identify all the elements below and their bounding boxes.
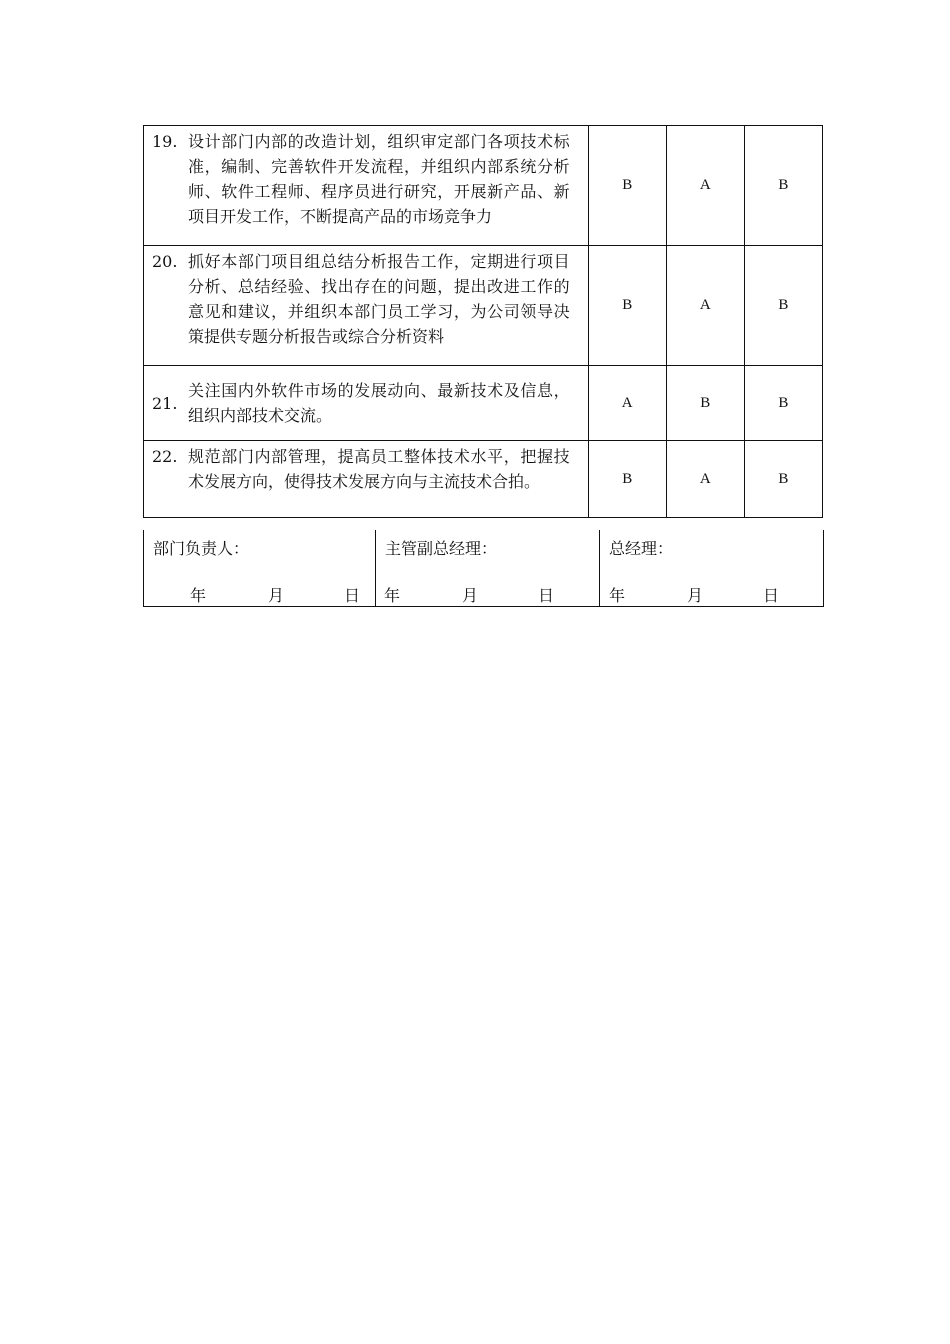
month-label: 月 bbox=[462, 586, 479, 605]
day-label: 日 bbox=[344, 586, 361, 605]
duty-table bbox=[143, 125, 823, 518]
rating-cell: B bbox=[588, 441, 666, 518]
day-label: 日 bbox=[538, 586, 555, 605]
rating-cell: A bbox=[666, 126, 744, 246]
table-row bbox=[144, 441, 823, 518]
month-label: 月 bbox=[268, 586, 285, 605]
deputy-gm-signature-cell[interactable] bbox=[376, 530, 600, 607]
item-number: 20. bbox=[152, 252, 178, 271]
duty-description-cell bbox=[144, 126, 589, 246]
item-number: 22. bbox=[152, 447, 178, 466]
signature-date bbox=[376, 583, 599, 605]
year-label: 年 bbox=[384, 586, 401, 605]
department-head-label: 部门负责人： bbox=[153, 539, 250, 558]
rating-cell: A bbox=[666, 246, 744, 366]
signature-date bbox=[144, 583, 375, 605]
rating-cell: B bbox=[666, 366, 744, 441]
rating-cell: A bbox=[666, 441, 744, 518]
rating-cell: B bbox=[744, 246, 822, 366]
rating-cell: A bbox=[588, 366, 666, 441]
deputy-gm-label: 主管副总经理： bbox=[385, 539, 498, 558]
general-manager-label: 总经理： bbox=[609, 539, 674, 558]
table-row bbox=[144, 366, 823, 441]
year-label: 年 bbox=[609, 586, 626, 605]
item-number: 19. bbox=[152, 132, 178, 151]
duty-text: 抓好本部门项目组总结分析报告工作，定期进行项目分析、总结经验、找出存在的问题，提出改进工作的意见和建议，并组织本部门员工学习，为公司领导决策提供专题分析报告或综合分析资料 bbox=[188, 252, 570, 346]
table-row bbox=[144, 246, 823, 366]
rating-cell: B bbox=[588, 126, 666, 246]
duty-description-cell bbox=[144, 366, 589, 441]
signature-date bbox=[600, 583, 823, 605]
item-number: 21. bbox=[152, 393, 178, 413]
day-label: 日 bbox=[763, 586, 780, 605]
duty-text: 关注国内外软件市场的发展动向、最新技术及信息，组织内部技术交流。 bbox=[188, 381, 570, 425]
rating-cell: B bbox=[744, 366, 822, 441]
duty-description-cell bbox=[144, 441, 589, 518]
month-label: 月 bbox=[687, 586, 704, 605]
department-head-signature-cell[interactable] bbox=[144, 530, 376, 607]
rating-cell: B bbox=[588, 246, 666, 366]
rating-cell: B bbox=[744, 441, 822, 518]
general-manager-signature-cell[interactable] bbox=[600, 530, 824, 607]
signature-row bbox=[144, 530, 824, 607]
duty-description-cell bbox=[144, 246, 589, 366]
table-row bbox=[144, 126, 823, 246]
signature-table bbox=[143, 530, 824, 607]
rating-cell: B bbox=[744, 126, 822, 246]
year-label: 年 bbox=[190, 586, 207, 605]
duty-text: 设计部门内部的改造计划，组织审定部门各项技术标准，编制、完善软件开发流程，并组织内部系统分析师、软件工程师、程序员进行研究，开展新产品、新项目开发工作，不断提高产品的市场竞争力 bbox=[188, 132, 570, 226]
duty-text: 规范部门内部管理，提高员工整体技术水平，把握技术发展方向，使得技术发展方向与主流技术合拍。 bbox=[188, 447, 570, 491]
